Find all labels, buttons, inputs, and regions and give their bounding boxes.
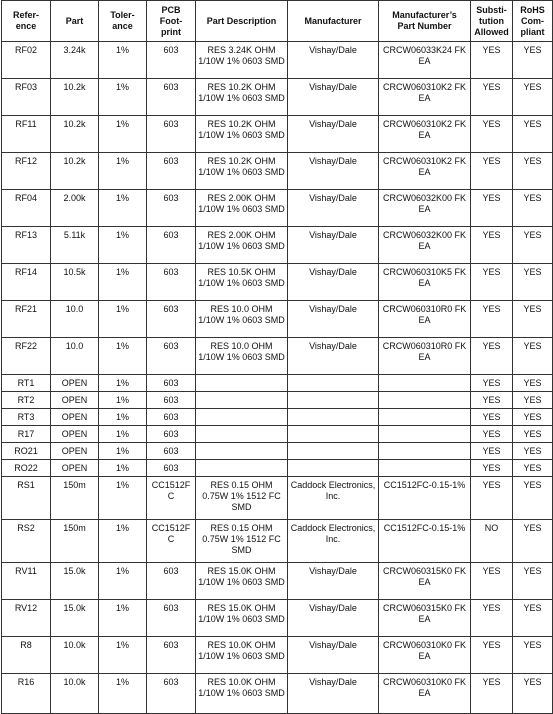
table-row — [2, 42, 553, 79]
cell-part: 10.0 — [51, 301, 99, 338]
col-reference: Refer- ence — [2, 1, 51, 42]
cell-manufacturer: Caddock Electronics, Inc. — [288, 477, 379, 520]
cell-rohs-compliant: YES — [513, 375, 553, 392]
table-row — [2, 153, 553, 190]
cell-manufacturer: Vishay/Dale — [288, 674, 379, 714]
cell-part: 10.5k — [51, 264, 99, 301]
cell-tolerance: 1% — [99, 153, 147, 190]
cell-part-description — [196, 443, 288, 460]
cell-manufacturer-part-number: CRCW060310K2 FKEA — [379, 79, 471, 116]
cell-rohs-compliant: YES — [513, 443, 553, 460]
cell-manufacturer-part-number: CRCW060315K0 FKEA — [379, 600, 471, 637]
cell-substitution-allowed: YES — [471, 79, 513, 116]
cell-part-description: RES 0.15 OHM 0.75W 1% 1512 FC SMD — [196, 520, 288, 563]
cell-pcb-footprint: 603 — [147, 443, 196, 460]
cell-pcb-footprint: 603 — [147, 42, 196, 79]
table-row — [2, 600, 553, 637]
cell-part: 10.0k — [51, 637, 99, 674]
cell-part-description — [196, 460, 288, 477]
cell-tolerance: 1% — [99, 520, 147, 563]
cell-manufacturer-part-number: CRCW060310K2 FKEA — [379, 153, 471, 190]
cell-part: 10.2k — [51, 79, 99, 116]
cell-pcb-footprint: 603 — [147, 153, 196, 190]
cell-manufacturer: Vishay/Dale — [288, 563, 379, 600]
cell-reference: RF03 — [2, 79, 51, 116]
cell-part-description — [196, 426, 288, 443]
cell-rohs-compliant: YES — [513, 116, 553, 153]
cell-manufacturer-part-number: CRCW060310K0 FKEA — [379, 637, 471, 674]
cell-tolerance: 1% — [99, 443, 147, 460]
cell-tolerance: 1% — [99, 338, 147, 375]
cell-manufacturer-part-number: CRCW060310R0 FKEA — [379, 338, 471, 375]
cell-part: 5.11k — [51, 227, 99, 264]
cell-substitution-allowed: YES — [471, 392, 513, 409]
cell-substitution-allowed: YES — [471, 338, 513, 375]
col-manufacturer: Manufacturer — [288, 1, 379, 42]
col-part: Part — [51, 1, 99, 42]
cell-part: 10.2k — [51, 116, 99, 153]
cell-manufacturer: Vishay/Dale — [288, 301, 379, 338]
cell-part-description: RES 10.2K OHM 1/10W 1% 0603 SMD — [196, 153, 288, 190]
cell-substitution-allowed: YES — [471, 563, 513, 600]
cell-rohs-compliant: YES — [513, 674, 553, 714]
cell-tolerance: 1% — [99, 637, 147, 674]
table-row — [2, 477, 553, 520]
cell-tolerance: 1% — [99, 477, 147, 520]
table-row — [2, 520, 553, 563]
cell-reference: RT1 — [2, 375, 51, 392]
table-row — [2, 338, 553, 375]
cell-part-description: RES 2.00K OHM 1/10W 1% 0603 SMD — [196, 227, 288, 264]
table-row — [2, 392, 553, 409]
cell-part-description — [196, 375, 288, 392]
table-row — [2, 563, 553, 600]
cell-manufacturer: Vishay/Dale — [288, 600, 379, 637]
header-row — [2, 1, 553, 42]
cell-manufacturer: Vishay/Dale — [288, 79, 379, 116]
col-rohs-compliant: RoHS Com- pliant — [513, 1, 553, 42]
cell-pcb-footprint: 603 — [147, 79, 196, 116]
cell-rohs-compliant: YES — [513, 637, 553, 674]
cell-manufacturer-part-number — [379, 409, 471, 426]
cell-manufacturer: Vishay/Dale — [288, 637, 379, 674]
cell-manufacturer: Vishay/Dale — [288, 264, 379, 301]
cell-manufacturer — [288, 443, 379, 460]
cell-rohs-compliant: YES — [513, 563, 553, 600]
cell-part-description: RES 10.0K OHM 1/10W 1% 0603 SMD — [196, 674, 288, 714]
table-row — [2, 426, 553, 443]
cell-pcb-footprint: 603 — [147, 190, 196, 227]
cell-manufacturer-part-number: CRCW060310K5 FKEA — [379, 264, 471, 301]
cell-pcb-footprint: 603 — [147, 426, 196, 443]
cell-pcb-footprint: 603 — [147, 600, 196, 637]
cell-manufacturer-part-number — [379, 426, 471, 443]
cell-rohs-compliant: YES — [513, 338, 553, 375]
col-tolerance: Toler- ance — [99, 1, 147, 42]
cell-manufacturer: Vishay/Dale — [288, 42, 379, 79]
cell-tolerance: 1% — [99, 190, 147, 227]
cell-pcb-footprint: 603 — [147, 227, 196, 264]
cell-pcb-footprint: 603 — [147, 409, 196, 426]
cell-substitution-allowed: YES — [471, 409, 513, 426]
cell-reference: RF11 — [2, 116, 51, 153]
cell-reference: R17 — [2, 426, 51, 443]
cell-part: OPEN — [51, 460, 99, 477]
cell-part-description: RES 10.0 OHM 1/10W 1% 0603 SMD — [196, 338, 288, 375]
cell-manufacturer — [288, 460, 379, 477]
cell-manufacturer-part-number: CRCW060310K0 FKEA — [379, 674, 471, 714]
cell-part-description — [196, 392, 288, 409]
cell-reference: RF04 — [2, 190, 51, 227]
cell-pcb-footprint: 603 — [147, 375, 196, 392]
cell-part-description: RES 10.2K OHM 1/10W 1% 0603 SMD — [196, 116, 288, 153]
cell-part-description — [196, 409, 288, 426]
cell-substitution-allowed: YES — [471, 153, 513, 190]
cell-tolerance: 1% — [99, 227, 147, 264]
table-row — [2, 375, 553, 392]
cell-rohs-compliant: YES — [513, 42, 553, 79]
table-row — [2, 227, 553, 264]
cell-manufacturer: Vishay/Dale — [288, 227, 379, 264]
cell-tolerance: 1% — [99, 42, 147, 79]
cell-manufacturer — [288, 426, 379, 443]
cell-manufacturer-part-number: CRCW060315K0 FKEA — [379, 563, 471, 600]
cell-manufacturer-part-number — [379, 443, 471, 460]
cell-manufacturer: Caddock Electronics, Inc. — [288, 520, 379, 563]
cell-substitution-allowed: YES — [471, 42, 513, 79]
cell-pcb-footprint: 603 — [147, 338, 196, 375]
cell-part-description: RES 10.0K OHM 1/10W 1% 0603 SMD — [196, 637, 288, 674]
cell-rohs-compliant: YES — [513, 409, 553, 426]
col-substitution-allowed: Substi- tution Allowed — [471, 1, 513, 42]
cell-reference: RV11 — [2, 563, 51, 600]
cell-pcb-footprint: CC1512FC — [147, 477, 196, 520]
table-row — [2, 674, 553, 714]
cell-part: 15.0k — [51, 600, 99, 637]
table-row — [2, 116, 553, 153]
cell-rohs-compliant: YES — [513, 190, 553, 227]
cell-substitution-allowed: YES — [471, 116, 513, 153]
cell-part: OPEN — [51, 426, 99, 443]
cell-reference: RF21 — [2, 301, 51, 338]
cell-rohs-compliant: YES — [513, 153, 553, 190]
cell-substitution-allowed: YES — [471, 443, 513, 460]
cell-reference: RV12 — [2, 600, 51, 637]
cell-rohs-compliant: YES — [513, 600, 553, 637]
cell-tolerance: 1% — [99, 264, 147, 301]
cell-tolerance: 1% — [99, 301, 147, 338]
cell-manufacturer — [288, 409, 379, 426]
cell-substitution-allowed: YES — [471, 674, 513, 714]
cell-manufacturer-part-number — [379, 392, 471, 409]
cell-substitution-allowed: YES — [471, 301, 513, 338]
cell-pcb-footprint: 603 — [147, 301, 196, 338]
cell-pcb-footprint: 603 — [147, 674, 196, 714]
table-row — [2, 190, 553, 227]
cell-substitution-allowed: YES — [471, 264, 513, 301]
cell-manufacturer-part-number: CRCW06032K00 FKEA — [379, 227, 471, 264]
cell-manufacturer — [288, 392, 379, 409]
cell-pcb-footprint: 603 — [147, 460, 196, 477]
cell-substitution-allowed: YES — [471, 227, 513, 264]
cell-substitution-allowed: YES — [471, 460, 513, 477]
cell-part-description: RES 2.00K OHM 1/10W 1% 0603 SMD — [196, 190, 288, 227]
cell-manufacturer-part-number: CRCW06033K24 FKEA — [379, 42, 471, 79]
cell-pcb-footprint: 603 — [147, 563, 196, 600]
cell-substitution-allowed: YES — [471, 600, 513, 637]
cell-substitution-allowed: YES — [471, 637, 513, 674]
cell-rohs-compliant: YES — [513, 426, 553, 443]
cell-tolerance: 1% — [99, 409, 147, 426]
cell-tolerance: 1% — [99, 600, 147, 637]
cell-reference: RF12 — [2, 153, 51, 190]
cell-substitution-allowed: YES — [471, 375, 513, 392]
table-row — [2, 79, 553, 116]
cell-reference: R8 — [2, 637, 51, 674]
cell-manufacturer-part-number: CRCW06032K00 FKEA — [379, 190, 471, 227]
col-part-description: Part Description — [196, 1, 288, 42]
cell-part: OPEN — [51, 375, 99, 392]
cell-part: 10.2k — [51, 153, 99, 190]
cell-rohs-compliant: YES — [513, 460, 553, 477]
bom-body — [2, 42, 553, 714]
cell-rohs-compliant: YES — [513, 520, 553, 563]
cell-tolerance: 1% — [99, 116, 147, 153]
cell-manufacturer: Vishay/Dale — [288, 190, 379, 227]
cell-pcb-footprint: 603 — [147, 637, 196, 674]
cell-part: 150m — [51, 520, 99, 563]
cell-reference: R16 — [2, 674, 51, 714]
table-row — [2, 264, 553, 301]
cell-substitution-allowed: YES — [471, 477, 513, 520]
cell-tolerance: 1% — [99, 375, 147, 392]
cell-manufacturer: Vishay/Dale — [288, 153, 379, 190]
cell-pcb-footprint: 603 — [147, 392, 196, 409]
cell-rohs-compliant: YES — [513, 477, 553, 520]
cell-part-description: RES 10.0 OHM 1/10W 1% 0603 SMD — [196, 301, 288, 338]
cell-manufacturer: Vishay/Dale — [288, 116, 379, 153]
cell-part-description: RES 0.15 OHM 0.75W 1% 1512 FC SMD — [196, 477, 288, 520]
cell-rohs-compliant: YES — [513, 79, 553, 116]
cell-part-description: RES 15.0K OHM 1/10W 1% 0603 SMD — [196, 563, 288, 600]
cell-part: OPEN — [51, 392, 99, 409]
cell-part: 10.0k — [51, 674, 99, 714]
cell-reference: RO21 — [2, 443, 51, 460]
cell-rohs-compliant: YES — [513, 227, 553, 264]
cell-manufacturer: Vishay/Dale — [288, 338, 379, 375]
bom-table — [1, 0, 553, 714]
cell-reference: RF02 — [2, 42, 51, 79]
cell-part-description: RES 15.0K OHM 1/10W 1% 0603 SMD — [196, 600, 288, 637]
cell-reference: RF13 — [2, 227, 51, 264]
table-row — [2, 460, 553, 477]
cell-tolerance: 1% — [99, 460, 147, 477]
cell-rohs-compliant: YES — [513, 392, 553, 409]
cell-part: OPEN — [51, 443, 99, 460]
cell-rohs-compliant: YES — [513, 301, 553, 338]
cell-pcb-footprint: CC1512FC — [147, 520, 196, 563]
table-row — [2, 637, 553, 674]
cell-rohs-compliant: YES — [513, 264, 553, 301]
cell-tolerance: 1% — [99, 674, 147, 714]
cell-manufacturer-part-number: CRCW060310R0 FKEA — [379, 301, 471, 338]
cell-substitution-allowed: NO — [471, 520, 513, 563]
cell-pcb-footprint: 603 — [147, 264, 196, 301]
cell-tolerance: 1% — [99, 79, 147, 116]
cell-part: 3.24k — [51, 42, 99, 79]
table-row — [2, 443, 553, 460]
cell-reference: RS1 — [2, 477, 51, 520]
cell-part: 2.00k — [51, 190, 99, 227]
cell-substitution-allowed: YES — [471, 426, 513, 443]
cell-tolerance: 1% — [99, 426, 147, 443]
cell-reference: RF14 — [2, 264, 51, 301]
cell-part: 15.0k — [51, 563, 99, 600]
cell-part: OPEN — [51, 409, 99, 426]
cell-reference: RO22 — [2, 460, 51, 477]
cell-part-description: RES 10.5K OHM 1/10W 1% 0603 SMD — [196, 264, 288, 301]
cell-manufacturer-part-number: CC1512FC-0.15-1% — [379, 520, 471, 563]
cell-reference: RF22 — [2, 338, 51, 375]
cell-manufacturer-part-number — [379, 460, 471, 477]
cell-pcb-footprint: 603 — [147, 116, 196, 153]
cell-part: 150m — [51, 477, 99, 520]
table-row — [2, 409, 553, 426]
cell-tolerance: 1% — [99, 392, 147, 409]
cell-manufacturer-part-number: CC1512FC-0.15-1% — [379, 477, 471, 520]
cell-part-description: RES 10.2K OHM 1/10W 1% 0603 SMD — [196, 79, 288, 116]
cell-manufacturer-part-number: CRCW060310K2 FKEA — [379, 116, 471, 153]
cell-tolerance: 1% — [99, 563, 147, 600]
cell-manufacturer-part-number — [379, 375, 471, 392]
col-manufacturer-part-number: Manufacturer’s Part Number — [379, 1, 471, 42]
cell-manufacturer — [288, 375, 379, 392]
table-row — [2, 301, 553, 338]
cell-reference: RT3 — [2, 409, 51, 426]
col-pcb-footprint: PCB Foot- print — [147, 1, 196, 42]
cell-reference: RS2 — [2, 520, 51, 563]
cell-part-description: RES 3.24K OHM 1/10W 1% 0603 SMD — [196, 42, 288, 79]
cell-part: 10.0 — [51, 338, 99, 375]
cell-substitution-allowed: YES — [471, 190, 513, 227]
cell-reference: RT2 — [2, 392, 51, 409]
